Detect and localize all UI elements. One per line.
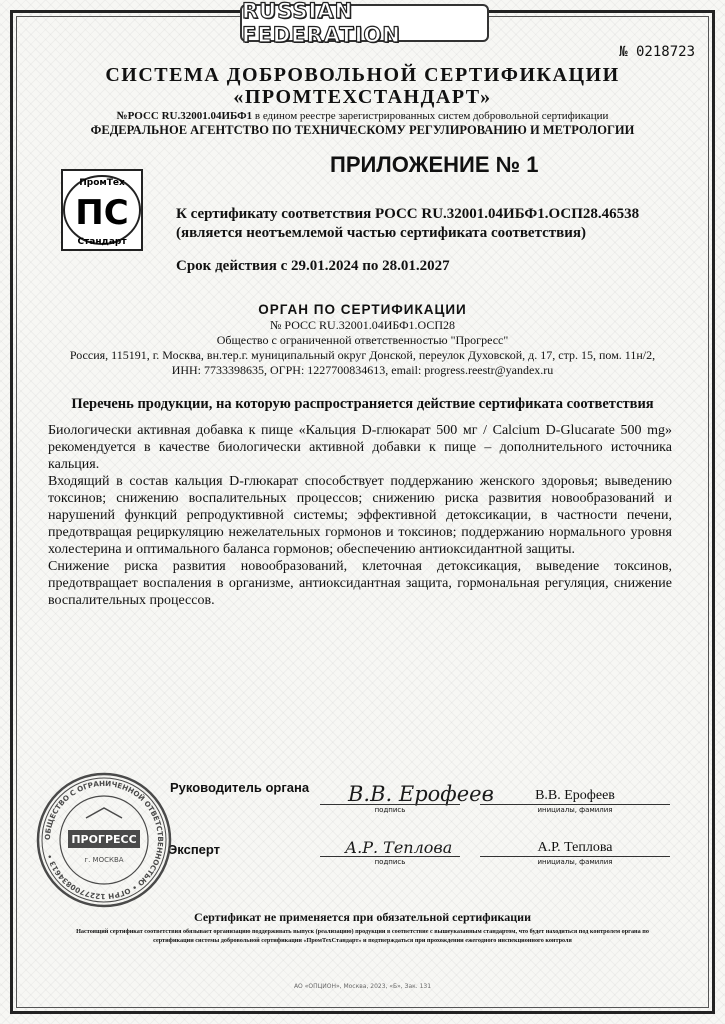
expert-name-caption: инициалы, фамилия (537, 858, 613, 866)
head-name-caption: инициалы, фамилия (537, 806, 613, 814)
registry-number: №РОСС RU.32001.04ИБФ1 (116, 110, 253, 122)
logo-top-text: ПромТех (79, 178, 125, 188)
certificate-reference-block (176, 205, 639, 243)
system-title: СИСТЕМА ДОБРОВОЛЬНОЙ СЕРТИФИКАЦИИ (105, 64, 620, 86)
product-description (48, 422, 672, 609)
head-signature-caption: подпись (374, 806, 406, 814)
system-name: «ПРОМТЕХСТАНДАРТ» (233, 86, 492, 108)
expert-name: А.Р. Теплова (537, 840, 613, 855)
registry-line (0, 110, 725, 122)
logo-bottom-text: Стандарт (77, 237, 127, 247)
certification-body-number: № РОСС RU.32001.04ИБФ1.ОСП28 (269, 318, 456, 332)
certification-body (40, 302, 685, 378)
expert-label: Эксперт (168, 842, 221, 857)
appendix-title: ПРИЛОЖЕНИЕ № 1 (330, 152, 539, 177)
expert-signature: А.Р. Теплова (345, 838, 453, 857)
printer-imprint: АО «ОПЦИОН», Москва, 2023, «Б», Зак. 131 (293, 983, 432, 990)
certificate-note: (является неотъемлемой частью сертификата соответствия) (176, 225, 587, 241)
certification-body-address: Россия, 115191, г. Москва, вн.тер.г. муниципальный округ Донской, переулок Духовской, д. 17, стр. 15, пом. 11н/2, (69, 348, 656, 362)
certificate-reference: К сертификату соответствия РОСС RU.32001.04ИБФ1.ОСП28.46538 (176, 206, 640, 222)
head-name-line (480, 804, 670, 805)
logo-monogram: ПС (75, 193, 129, 233)
seal-city: г. МОСКВА (84, 856, 124, 864)
seal-emblem-icon (86, 808, 122, 818)
country-banner: RUSSIAN FEDERATION (240, 4, 489, 42)
head-name: В.В. Ерофеев (535, 788, 615, 803)
agency-name: ФЕДЕРАЛЬНОЕ АГЕНТСТВО ПО ТЕХНИЧЕСКОМУ РЕГУЛИРОВАНИЮ И МЕТРОЛОГИИ (90, 123, 635, 137)
head-label: Руководитель органа (170, 780, 310, 795)
product-paragraph: Биологически активная добавка к пище «Кальция D-глюкарат 500 мг / Calcium D-Glucarate 500 mg» рекомендуется в качестве биологически активной добавки к пище – дополнительного источника кальция. (48, 423, 672, 472)
product-paragraph: Входящий в состав кальция D-глюкарат способствует поддержанию женского здоровья; выведению токсинов; снижению воспалительных процессов; снижению риска развития новообразований и нарушений функций репродуктивной системы; эффективной детоксикации, в частности печени, предотвращая рециркуляцию нежелательных гормонов и токсинов; поддержанию нормального уровня холестерина и оптимального баланса гормонов; обеспечению антиоксидантной защиты. (48, 474, 672, 557)
promtekh-logo-icon (60, 168, 144, 252)
head-signature-line (320, 804, 460, 805)
certification-body-contacts: ИНН: 7733398635, ОГРН: 1227700834613, email: progress.reestr@yandex.ru (171, 363, 554, 377)
product-paragraph: Снижение риска развития новообразований, клеточная детоксикация, выведение токсинов, предотвращает воспаления в организме, антиоксидантная защита, гормональная регуляция, снижение воспалительных процессов. (48, 559, 672, 608)
head-signature: В.В. Ерофеев (348, 782, 494, 806)
seal-center-text: ПРОГРЕСС (71, 833, 137, 846)
expert-signature-line (320, 856, 460, 857)
seal-stamp-icon (34, 770, 174, 910)
registry-text: в едином реестре зарегистрированных систем добровольной сертификации (252, 110, 609, 122)
serial-number: № 0218723 (619, 44, 695, 60)
certification-body-title: ОРГАН ПО СЕРТИФИКАЦИИ (258, 302, 467, 317)
expert-signature-caption: подпись (374, 858, 406, 866)
expert-name-line (480, 856, 670, 857)
fine-print: Настоящий сертификат соответствия обязывает организацию поддерживать выпуск (реализацию) продукции в соответствие с вышеуказанным стандартом, что будет находиться под контролем органа по сертификации системы добровольной сертификации «ПромТехСтандарт» и подтверждаться при прохождении ежегодного инспекционного контроля (76, 928, 649, 944)
validity-period: Срок действия с 29.01.2024 по 28.01.2027 (176, 258, 450, 274)
product-list-heading: Перечень продукции, на которую распространяется действие сертификата соответствия (71, 396, 654, 412)
not-applicable-note: Сертификат не применяется при обязательной сертификации (194, 910, 531, 924)
certification-body-name: Общество с ограниченной ответственностью "Прогресс" (216, 333, 509, 347)
seal-ring-text: ОБЩЕСТВО С ОГРАНИЧЕННОЙ ОТВЕТСТВЕННОСТЬЮ • ОГРН 1227700834613 • (42, 778, 166, 902)
